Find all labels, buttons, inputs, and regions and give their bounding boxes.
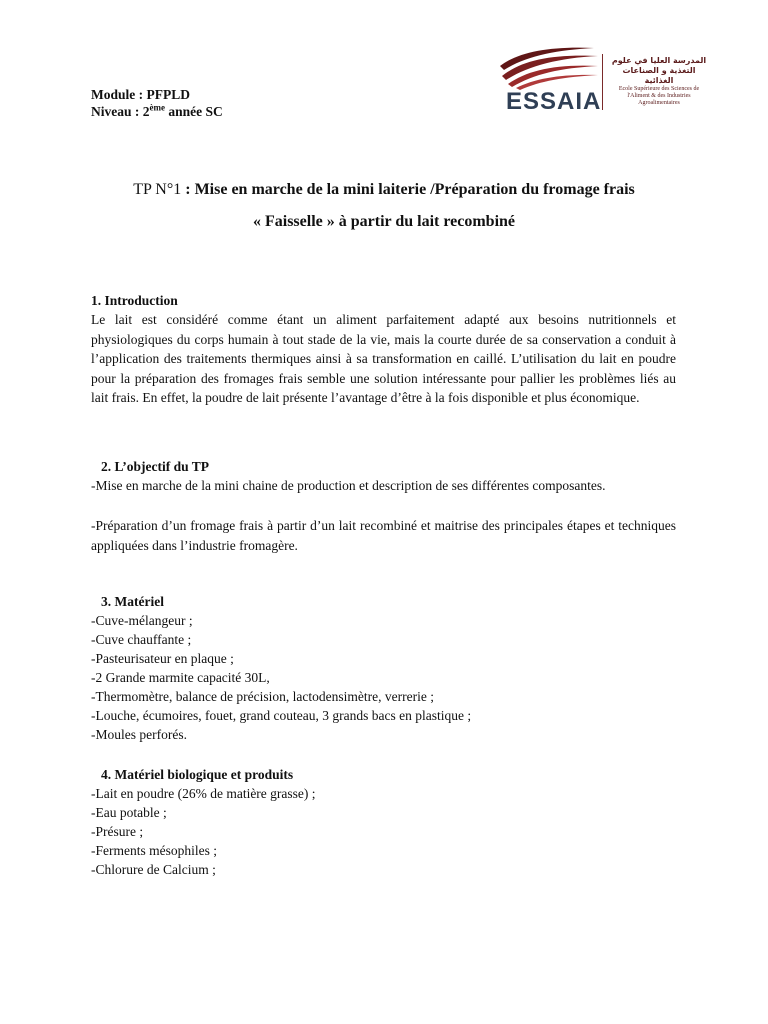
page-title-line-2: « Faisselle » à partir du lait recombiné [252,213,516,230]
list-item: -Pasteurisateur en plaque ; [91,651,234,666]
list-item: -Lait en poudre (26% de matière grasse) ; [91,786,316,801]
list-item: -2 Grande marmite capacité 30L, [91,670,270,685]
list-item: -Louche, écumoires, fouet, grand couteau, 3 grands bacs en plastique ; [91,708,472,723]
logo-arabic-text: المدرسة العليا في علوم التغذية و الصناعات الغذائية [611,56,707,85]
section-heading-introduction: 1. Introduction [91,293,178,308]
introduction-paragraph: Le lait est considéré comme étant un aliment parfaitement adapté aux besoins nutritionnels et physiologiques du corps humain à tout stade de la vie, mais la courte durée de sa conservation a conduit à l’application des traitements thermiques ainsi à sa transformation en caillé. L’utilisation du lait en poudre pour la préparation des fromages frais semble une solution intéressante pour pallier les problèmes liés au lait frais. En effet, la poudre de lait présente l’avantage d’être à la fois disponible et plus économique. [91,312,676,405]
section-heading-materiel-biologique: 4. Matériel biologique et produits [101,767,294,782]
list-item: -Chlorure de Calcium ; [91,862,216,877]
list-item: -Eau potable ; [91,805,167,820]
list-item: -Ferments mésophiles ; [91,843,217,858]
logo-wordmark: ESSAIA [506,88,602,115]
logo-french-text: Ecole Supérieure des Sciences de l'Aliment & des Industries Agroalimentaires [618,86,700,106]
list-item: -Thermomètre, balance de précision, lactodensimètre, verrerie ; [91,689,434,704]
logo-divider [602,54,603,110]
course-info [91,86,223,120]
level-line: Niveau : 2ème année SC [91,102,223,119]
page-title-line-1: TP N°1 : Mise en marche de la mini laiterie /Préparation du fromage frais [133,181,635,198]
section-heading-objectif: 2. L’objectif du TP [101,459,210,474]
objectif-paragraph-2: -Préparation d’un fromage frais à partir d’un lait recombiné et maitrise des principales étapes et techniques appliquées dans l’industrie fromagère. [91,518,676,553]
list-item: -Cuve-mélangeur ; [91,613,193,628]
objectif-paragraph-1: -Mise en marche de la mini chaine de production et description de ses différentes composantes. [91,478,606,493]
list-item: -Cuve chauffante ; [91,632,192,647]
list-item: -Moules perforés. [91,727,187,742]
essaia-logo [498,44,708,124]
list-item: -Présure ; [91,824,144,839]
module-line: Module : PFPLD [91,87,190,102]
logo-swoosh-icon [498,44,602,90]
section-heading-materiel: 3. Matériel [101,594,164,609]
